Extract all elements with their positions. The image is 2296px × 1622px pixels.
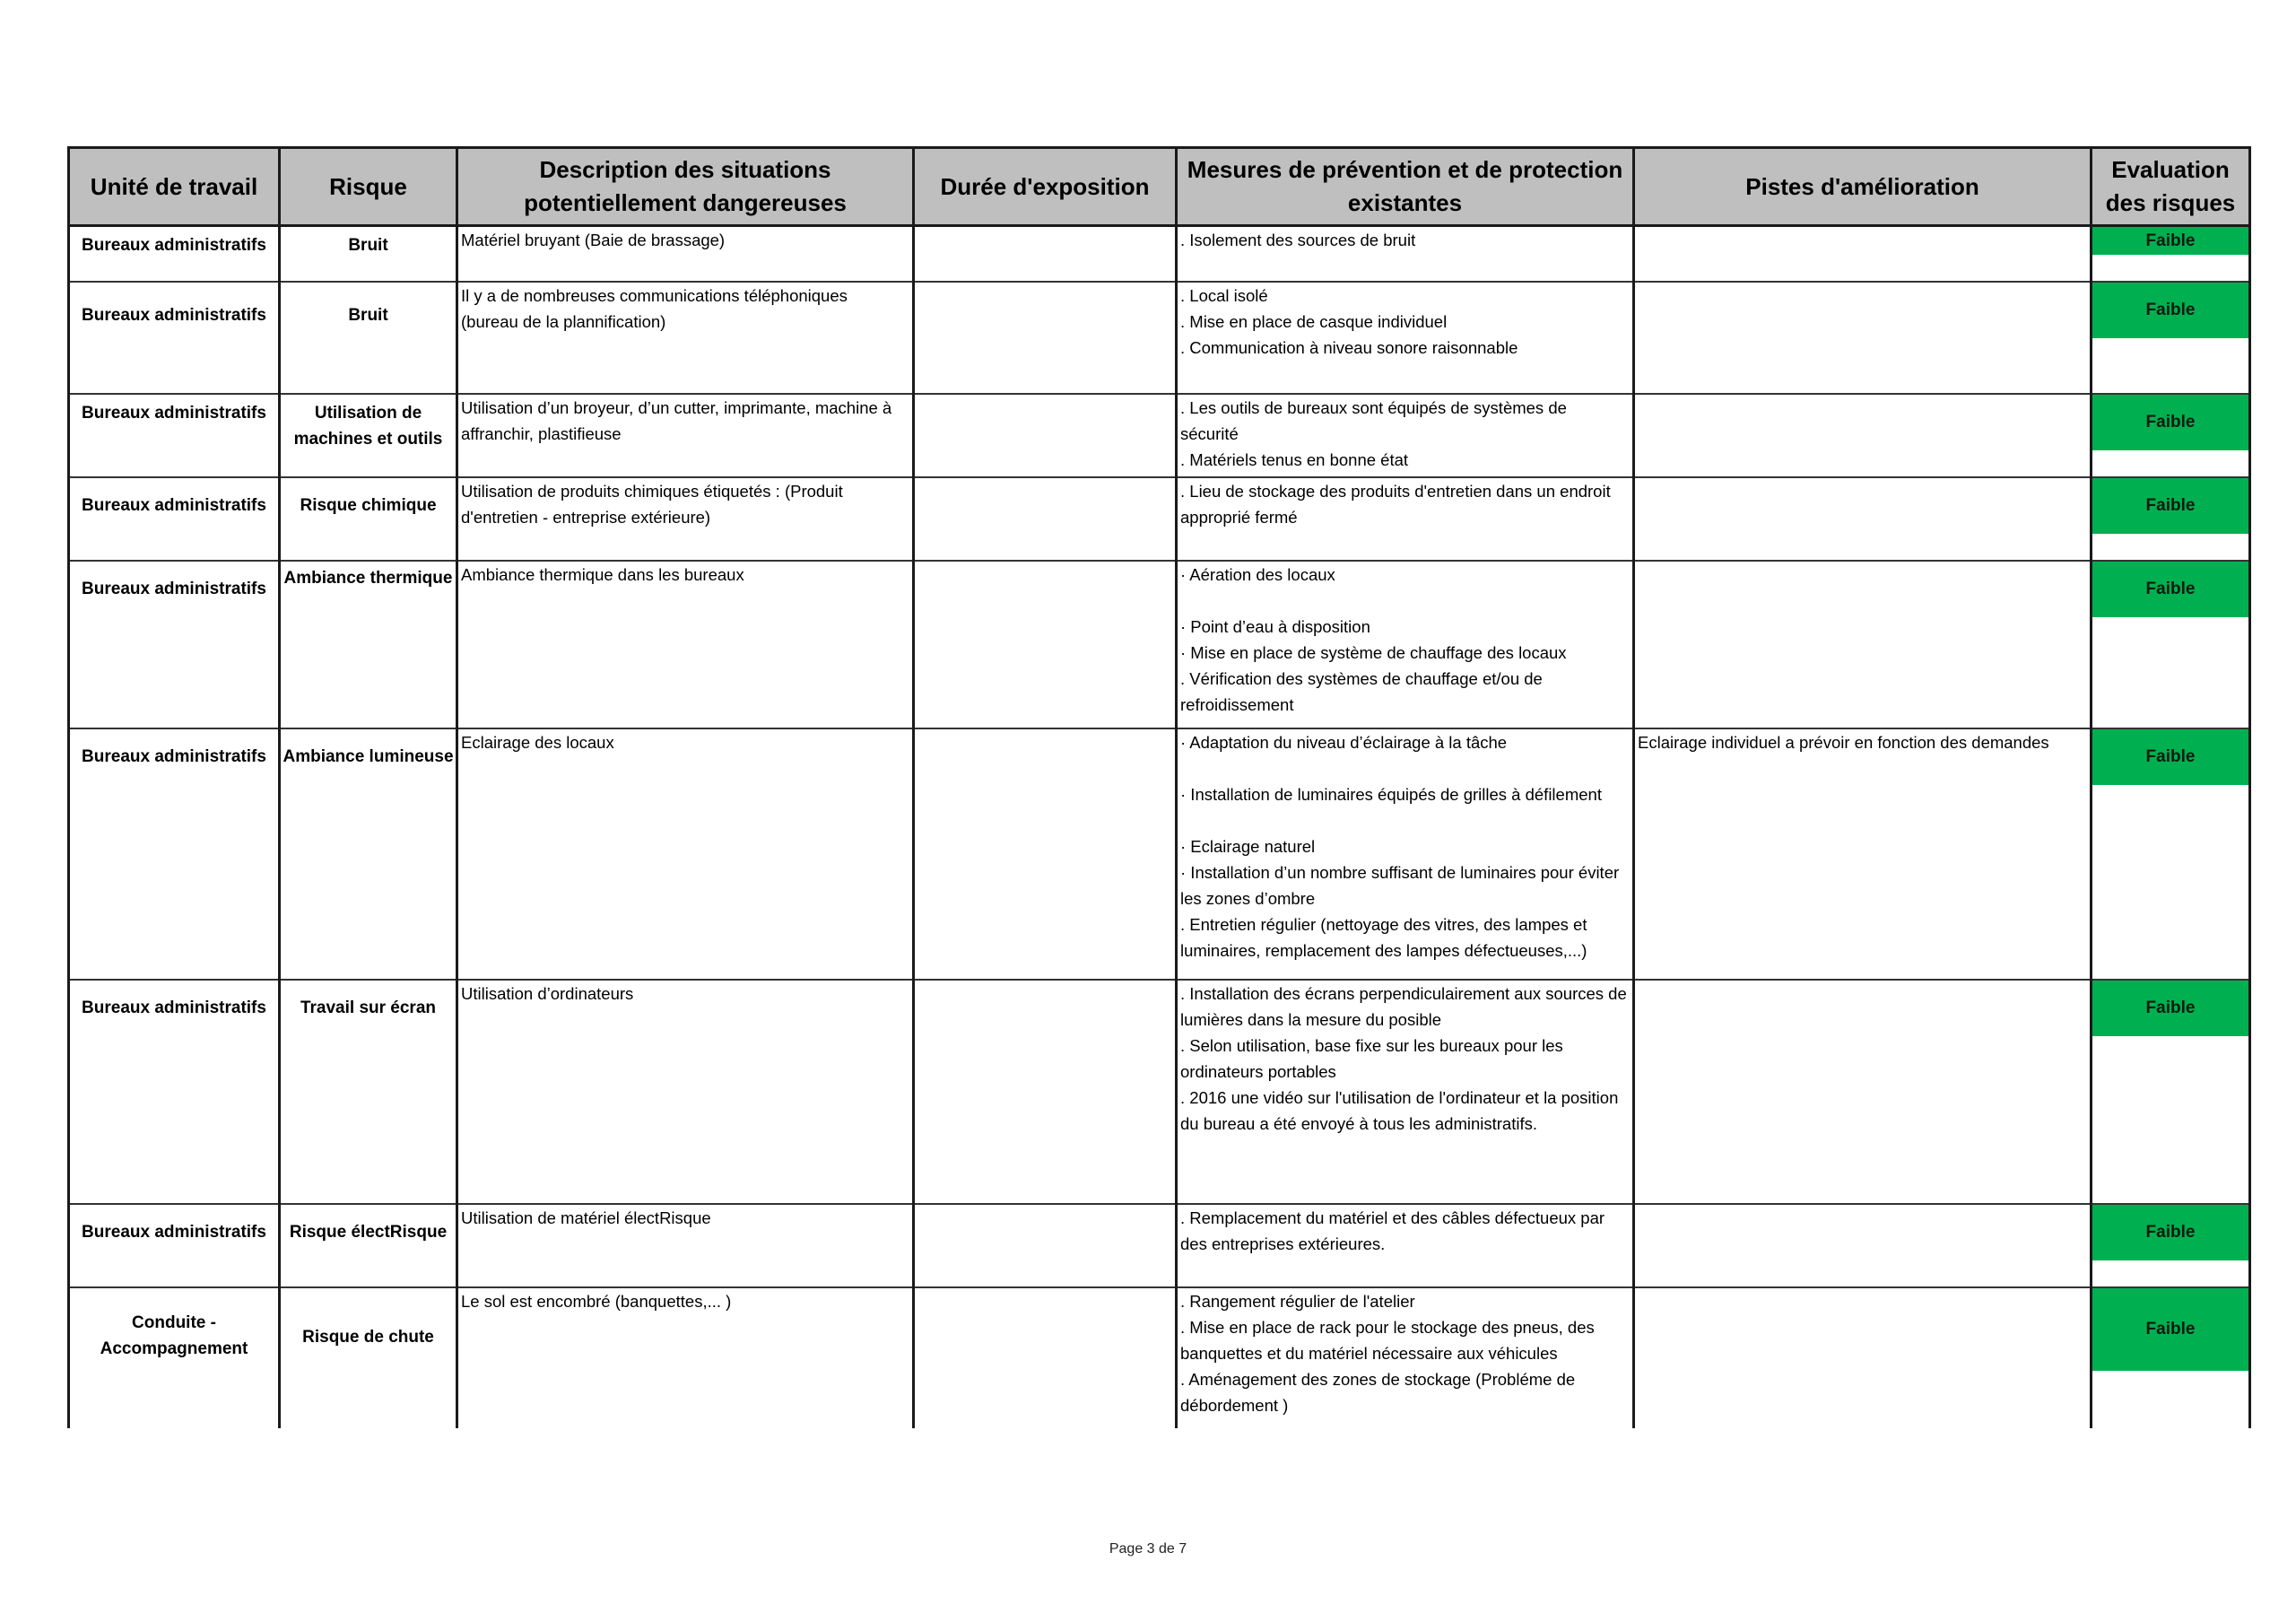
cell-measures bbox=[1177, 394, 1634, 477]
cell-improvements bbox=[1634, 282, 2092, 394]
measure-item: . Installation des écrans perpendiculairement aux sources de lumières dans la mesure du posible bbox=[1180, 983, 1627, 1029]
cell-evaluation bbox=[2092, 282, 2250, 394]
risk-assessment-sheet bbox=[67, 146, 2248, 1428]
measure-item: · Mise en place de système de chauffage des locaux bbox=[1180, 642, 1567, 662]
measure-item: . Remplacement du matériel et des câbles défectueux par des entreprises extérieures. bbox=[1180, 1208, 1605, 1253]
cell-measures bbox=[1177, 728, 1634, 980]
header-unit: Unité de travail bbox=[69, 148, 280, 226]
risk-level-badge: Faible bbox=[2092, 395, 2248, 450]
cell-evaluation bbox=[2092, 1204, 2250, 1287]
table-row bbox=[69, 728, 2250, 980]
cell-unit: Bureaux administratifs bbox=[69, 477, 280, 561]
risk-level-badge: Faible bbox=[2092, 478, 2248, 534]
cell-measures bbox=[1177, 1204, 1634, 1287]
measure-spacer bbox=[1180, 807, 1629, 833]
cell-duration bbox=[914, 728, 1177, 980]
cell-improvements bbox=[1634, 226, 2092, 282]
cell-description: Le sol est encombré (banquettes,... ) bbox=[457, 1287, 914, 1428]
cell-description: Ambiance thermique dans les bureaux bbox=[457, 561, 914, 728]
measure-spacer bbox=[1180, 755, 1629, 781]
risk-level-badge: Faible bbox=[2092, 283, 2248, 338]
cell-measures bbox=[1177, 980, 1634, 1204]
cell-duration bbox=[914, 477, 1177, 561]
header-row bbox=[69, 148, 2250, 226]
cell-improvements bbox=[1634, 1287, 2092, 1428]
cell-measures bbox=[1177, 477, 1634, 561]
cell-improvements: Eclairage individuel a prévoir en fonction des demandes bbox=[1634, 728, 2092, 980]
measure-item: · Installation d’un nombre suffisant de luminaires pour éviter les zones d’ombre bbox=[1180, 862, 1620, 908]
table-row bbox=[69, 561, 2250, 728]
risk-level-badge: Faible bbox=[2092, 562, 2248, 617]
measure-item: . Entretien régulier (nettoyage des vitres, des lampes et luminaires, remplacement des lampes défectueuses,...) bbox=[1180, 914, 1587, 960]
cell-duration bbox=[914, 1287, 1177, 1428]
table-row bbox=[69, 1204, 2250, 1287]
cell-unit: Bureaux administratifs bbox=[69, 980, 280, 1204]
risk-table bbox=[67, 146, 2251, 1428]
cell-risk: Travail sur écran bbox=[280, 980, 457, 1204]
cell-evaluation bbox=[2092, 980, 2250, 1204]
cell-duration bbox=[914, 1204, 1177, 1287]
measure-item: . Rangement régulier de l'atelier bbox=[1180, 1291, 1415, 1311]
risk-level-badge: Faible bbox=[2092, 981, 2248, 1036]
cell-duration bbox=[914, 226, 1177, 282]
cell-unit: Bureaux administratifs bbox=[69, 561, 280, 728]
cell-improvements bbox=[1634, 394, 2092, 477]
table-row bbox=[69, 282, 2250, 394]
cell-risk: Risque chimique bbox=[280, 477, 457, 561]
cell-measures bbox=[1177, 282, 1634, 394]
header-evaluation: Evaluation des risques bbox=[2092, 148, 2250, 226]
cell-unit: Bureaux administratifs bbox=[69, 226, 280, 282]
cell-unit: Conduite - Accompagnement bbox=[69, 1287, 280, 1428]
cell-duration bbox=[914, 394, 1177, 477]
cell-risk: Risque de chute bbox=[280, 1287, 457, 1428]
cell-risk: Bruit bbox=[280, 282, 457, 394]
cell-description: Matériel bruyant (Baie de brassage) bbox=[457, 226, 914, 282]
risk-level-badge: Faible bbox=[2092, 729, 2248, 785]
cell-description: Utilisation de matériel électRisque bbox=[457, 1204, 914, 1287]
cell-evaluation bbox=[2092, 477, 2250, 561]
cell-risk: Bruit bbox=[280, 226, 457, 282]
risk-level-badge: Faible bbox=[2092, 1205, 2248, 1260]
risk-level-badge: Faible bbox=[2092, 1288, 2248, 1371]
measure-item: . Lieu de stockage des produits d'entretien dans un endroit approprié fermé bbox=[1180, 481, 1611, 527]
cell-risk: Ambiance lumineuse bbox=[280, 728, 457, 980]
table-row bbox=[69, 394, 2250, 477]
measure-item: . Mise en place de casque individuel bbox=[1180, 311, 1448, 331]
measure-item: . Isolement des sources de bruit bbox=[1180, 231, 1416, 249]
measure-spacer bbox=[1180, 588, 1629, 614]
cell-evaluation bbox=[2092, 561, 2250, 728]
header-duration: Durée d'exposition bbox=[914, 148, 1177, 226]
cell-measures bbox=[1177, 1287, 1634, 1428]
measure-item: · Adaptation du niveau d’éclairage à la tâche bbox=[1180, 732, 1508, 752]
measure-item: . Mise en place de rack pour le stockage des pneus, des banquettes et du matériel nécessaire aux véhicules bbox=[1180, 1317, 1595, 1363]
table-row bbox=[69, 1287, 2250, 1428]
header-risk: Risque bbox=[280, 148, 457, 226]
cell-improvements bbox=[1634, 980, 2092, 1204]
measure-item: · Installation de luminaires équipés de grilles à défilement bbox=[1180, 784, 1602, 804]
measure-item: . Vérification des systèmes de chauffage et/ou de refroidissement bbox=[1180, 668, 1543, 714]
cell-measures bbox=[1177, 561, 1634, 728]
cell-evaluation bbox=[2092, 394, 2250, 477]
cell-unit: Bureaux administratifs bbox=[69, 1204, 280, 1287]
cell-evaluation bbox=[2092, 226, 2250, 282]
cell-measures bbox=[1177, 226, 1634, 282]
table-row bbox=[69, 226, 2250, 282]
cell-risk: Ambiance thermique bbox=[280, 561, 457, 728]
cell-evaluation bbox=[2092, 728, 2250, 980]
cell-risk: Risque électRisque bbox=[280, 1204, 457, 1287]
header-measures: Mesures de prévention et de protection existantes bbox=[1177, 148, 1634, 226]
measure-item: . Matériels tenus en bonne état bbox=[1180, 449, 1409, 469]
header-improvements: Pistes d'amélioration bbox=[1634, 148, 2092, 226]
cell-improvements bbox=[1634, 561, 2092, 728]
cell-description: Utilisation de produits chimiques étiquetés : (Produit d'entretien - entreprise extérieure) bbox=[457, 477, 914, 561]
cell-unit: Bureaux administratifs bbox=[69, 282, 280, 394]
cell-improvements bbox=[1634, 477, 2092, 561]
measure-item: · Point d’eau à disposition bbox=[1180, 616, 1370, 636]
header-description: Description des situations potentiellement dangereuses bbox=[457, 148, 914, 226]
cell-description: Eclairage des locaux bbox=[457, 728, 914, 980]
cell-unit: Bureaux administratifs bbox=[69, 728, 280, 980]
cell-unit: Bureaux administratifs bbox=[69, 394, 280, 477]
cell-improvements bbox=[1634, 1204, 2092, 1287]
risk-level-badge: Faible bbox=[2092, 227, 2248, 255]
cell-description: Il y a de nombreuses communications téléphoniques (bureau de la plannification) bbox=[457, 282, 914, 394]
cell-risk: Utilisation de machines et outils bbox=[280, 394, 457, 477]
cell-description: Utilisation d’ordinateurs bbox=[457, 980, 914, 1204]
cell-duration bbox=[914, 282, 1177, 394]
cell-duration bbox=[914, 980, 1177, 1204]
cell-duration bbox=[914, 561, 1177, 728]
measure-item: . Local isolé bbox=[1180, 285, 1268, 305]
measure-item: . Aménagement des zones de stockage (Probléme de débordement ) bbox=[1180, 1369, 1576, 1415]
cell-evaluation bbox=[2092, 1287, 2250, 1428]
measure-item: . Les outils de bureaux sont équipés de systèmes de sécurité bbox=[1180, 397, 1567, 443]
measure-item: · Aération des locaux bbox=[1180, 564, 1335, 584]
measure-item: . Selon utilisation, base fixe sur les bureaux pour les ordinateurs portables bbox=[1180, 1035, 1563, 1081]
measure-item: . 2016 une vidéo sur l'utilisation de l'ordinateur et la position du bureau a été envoyé à tous les administratifs. bbox=[1180, 1087, 1619, 1133]
table-row bbox=[69, 980, 2250, 1204]
page-number: Page 3 de 7 bbox=[1109, 1541, 1187, 1557]
table-row bbox=[69, 477, 2250, 561]
cell-description: Utilisation d’un broyeur, d’un cutter, imprimante, machine à affranchir, plastifieuse bbox=[457, 394, 914, 477]
measure-item: · Eclairage naturel bbox=[1180, 836, 1316, 856]
measure-item: . Communication à niveau sonore raisonnable bbox=[1180, 337, 1518, 357]
